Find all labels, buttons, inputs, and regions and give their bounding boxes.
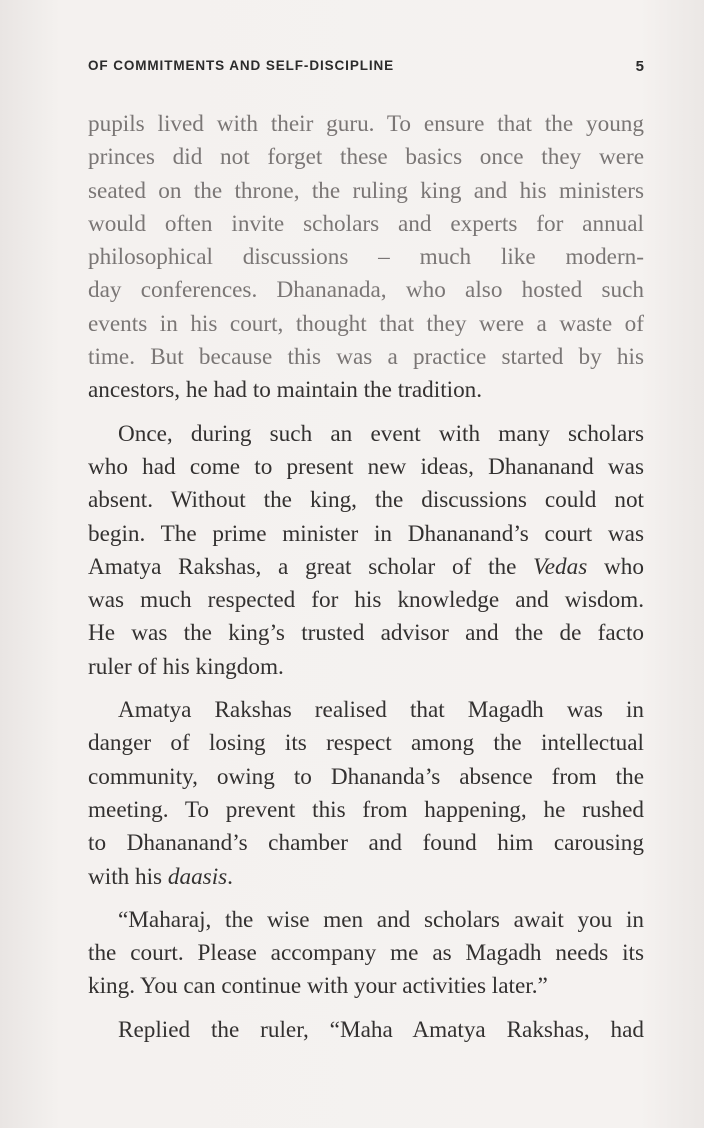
text-line: meeting. To prevent this from happening, he rushed [88, 796, 644, 823]
text-line: day conferences. Dhananada, who also hosted such [88, 277, 644, 304]
text-line: pupils lived with their guru. To ensure that the young [88, 111, 644, 137]
text-line: was much respected for his knowledge and wisdom. [88, 587, 644, 614]
page-header [88, 58, 644, 82]
paragraph-3 [88, 694, 644, 894]
text-line-with-italic [88, 551, 644, 584]
text-line: danger of losing its respect among the intellectual [88, 730, 644, 757]
text-line: princes did not forget these basics once they were [88, 144, 644, 171]
italic-term: Vedas [533, 553, 588, 580]
text-line-with-italic [88, 861, 644, 894]
text-line: absent. Without the king, the discussions could not [88, 487, 644, 514]
text-line: who had come to present new ideas, Dhananand was [88, 453, 644, 480]
text-line: He was the king’s trusted advisor and the de facto [88, 620, 644, 647]
text-segment: . [227, 863, 233, 890]
paragraph-1 [88, 108, 644, 408]
text-segment: Amatya Rakshas, a great scholar of the [88, 553, 534, 580]
text-segment: with his [88, 863, 168, 890]
text-line: seated on the throne, the ruling king and his ministers [88, 177, 644, 204]
text-line: to Dhananand’s chamber and found him carousing [88, 830, 644, 857]
text-segment: who [587, 553, 644, 580]
text-line: king. You can continue with your activities later.” [88, 973, 548, 1000]
text-line: would often invite scholars and experts for annual [88, 210, 644, 237]
text-line: the court. Please accompany me as Magadh needs its [88, 940, 644, 967]
paragraph-4 [88, 904, 644, 1004]
text-line: events in his court, thought that they were a waste of [88, 310, 644, 337]
body-text [88, 108, 644, 1057]
text-line: Once, during such an event with many scholars [118, 420, 644, 447]
text-line: Replied the ruler, “Maha Amatya Rakshas, had [118, 1016, 644, 1043]
page-number: 5 [635, 58, 644, 75]
paragraph-5 [88, 1014, 644, 1047]
paragraph-2 [88, 418, 644, 684]
text-line: time. But because this was a practice started by his [88, 344, 644, 371]
text-line: ancestors, he had to maintain the tradition. [88, 377, 483, 404]
text-line: community, owing to Dhananda’s absence from the [88, 763, 644, 790]
text-line: Amatya Rakshas realised that Magadh was in [118, 697, 644, 724]
text-line: begin. The prime minister in Dhananand’s court was [88, 520, 644, 547]
text-line: philosophical discussions – much like modern- [88, 244, 644, 271]
text-line: “Maharaj, the wise men and scholars await you in [118, 906, 644, 933]
text-line: ruler of his kingdom. [88, 653, 284, 680]
italic-term: daasis [167, 863, 228, 890]
running-head: OF COMMITMENTS AND SELF-DISCIPLINE [88, 58, 395, 73]
